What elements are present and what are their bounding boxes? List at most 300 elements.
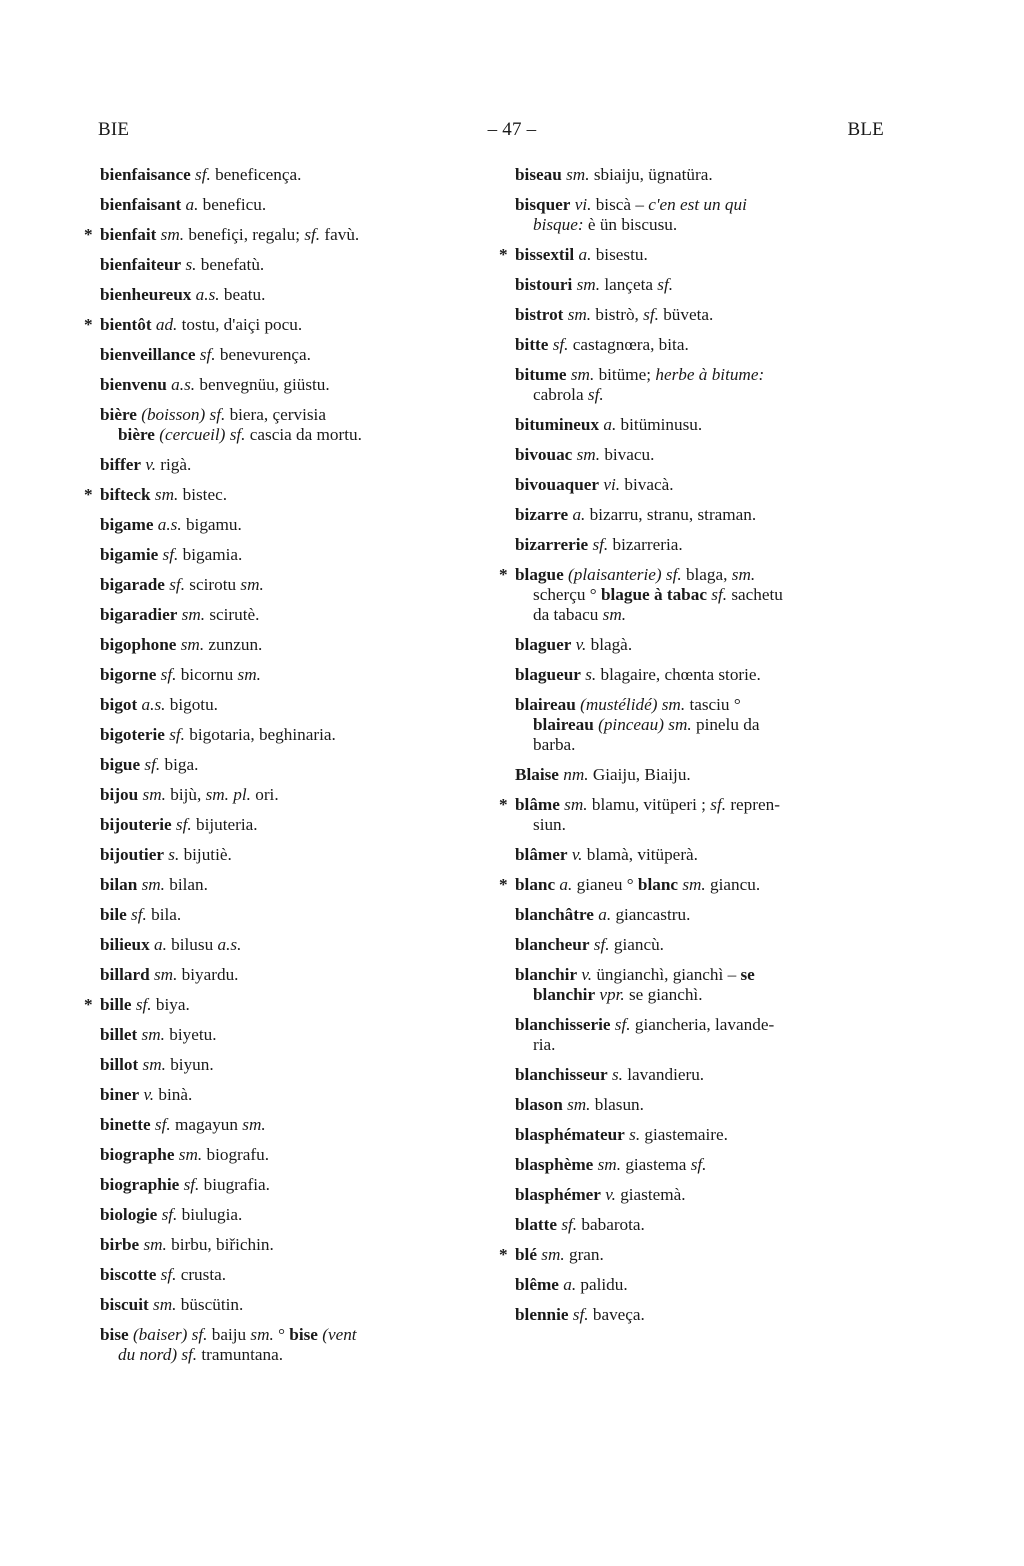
headword: bitte (515, 335, 549, 354)
italic-note: (vent (317, 1325, 357, 1344)
entry-line (100, 165, 301, 184)
headword: bienvenu (100, 375, 167, 394)
entry-line (100, 255, 264, 274)
grammar-label: sm. (657, 695, 686, 714)
translation: bilusu (166, 935, 218, 954)
translation: zunzun. (204, 635, 263, 654)
entry-line (100, 1085, 192, 1104)
entry-line (515, 365, 764, 384)
entry-line (515, 1015, 774, 1034)
dictionary-entry (100, 1145, 472, 1165)
grammar-label: sf. (195, 345, 216, 364)
translation: birbu, biřichin. (166, 1235, 274, 1254)
entry-line (515, 1305, 645, 1324)
grammar-label: sf. (164, 575, 185, 594)
entry-continuation-line (515, 385, 887, 405)
grammar-label: sm. (148, 1295, 177, 1314)
translation: gran. (564, 1245, 604, 1264)
entry-line (100, 225, 359, 244)
dictionary-entry (100, 455, 472, 475)
grammar-label: sm. (678, 875, 706, 894)
headword: bisquer (515, 195, 571, 214)
grammar-label: sf. (661, 565, 682, 584)
entry-line (100, 1205, 242, 1224)
asterisk-marker-icon: * (84, 225, 93, 244)
entry-line (100, 965, 238, 984)
grammar-label: sf. (557, 1215, 578, 1234)
headword: binette (100, 1115, 151, 1134)
translation: giastemà. (615, 1185, 686, 1204)
entry-line (100, 545, 242, 564)
grammar-label: sf. (179, 1175, 200, 1194)
translation: giancastru. (611, 905, 691, 924)
dictionary-entry (515, 505, 887, 525)
entry-line (515, 635, 632, 654)
dictionary-entry (515, 765, 887, 785)
translation: baveça. (588, 1305, 645, 1324)
italic-note: (cercueil) (154, 425, 226, 444)
italic-note: (boisson) (136, 405, 206, 424)
translation: rigà. (156, 455, 192, 474)
dictionary-entry (515, 935, 887, 955)
grammar-label: sf. (177, 1345, 198, 1364)
dictionary-entry (100, 1055, 472, 1075)
translation: giancheria, lavande- (630, 1015, 775, 1034)
entry-line (515, 1125, 728, 1144)
grammar-label: v. (600, 1185, 616, 1204)
headword: blanc (637, 875, 679, 894)
grammar-label: sf. (610, 1015, 631, 1034)
entry-line (515, 1185, 686, 1204)
entry-line (515, 445, 654, 464)
entry-line (515, 1065, 704, 1084)
headword: bijou (100, 785, 139, 804)
entry-line (515, 845, 698, 864)
grammar-label: s. (181, 255, 197, 274)
grammar-label: sm. (536, 1245, 565, 1264)
headword: billot (100, 1055, 139, 1074)
headword: blaireau (533, 715, 594, 734)
grammar-label: a. (149, 935, 167, 954)
entry-line (100, 1235, 274, 1254)
entry-line (515, 245, 648, 264)
translation: barba. (533, 735, 576, 754)
dictionary-entry (499, 795, 887, 835)
grammar-label: sf. (190, 165, 211, 184)
translation: siun. (533, 815, 566, 834)
grammar-label: s. (607, 1065, 623, 1084)
grammar-label: sf. (710, 795, 727, 814)
headword: bigot (100, 695, 138, 714)
dictionary-entry (515, 845, 887, 865)
headword: biscuit (100, 1295, 149, 1314)
translation: bigamia. (178, 545, 243, 564)
grammar-label: sm. (242, 1115, 266, 1134)
translation: blaga, (681, 565, 732, 584)
headword: bienfait (100, 225, 157, 244)
asterisk-marker-icon: * (84, 315, 93, 334)
headword: bilieux (100, 935, 150, 954)
grammar-label: a. (593, 905, 612, 924)
grammar-label: sm. (150, 485, 179, 504)
translation: büscütin. (176, 1295, 244, 1314)
translation: bila. (146, 905, 182, 924)
entry-line (100, 1265, 226, 1284)
translation: beneficença. (210, 165, 302, 184)
translation: biulugia. (177, 1205, 243, 1224)
dictionary-entry (100, 345, 472, 365)
dictionary-entry (100, 1025, 472, 1045)
dictionary-entry (84, 315, 472, 335)
entry-line (100, 785, 279, 804)
translation: gianeu ° (572, 875, 638, 894)
grammar-label: vi. (599, 475, 621, 494)
dictionary-entry (100, 1325, 472, 1365)
dictionary-entry (100, 785, 472, 805)
entry-line (515, 795, 780, 814)
entry-line (515, 305, 713, 324)
headword: blagueur (515, 665, 581, 684)
grammar-label: sm. (593, 1155, 622, 1174)
dictionary-entry (100, 1265, 472, 1285)
translation: giancù. (609, 935, 664, 954)
translation: bizarreria. (608, 535, 683, 554)
running-head-right: BLE (847, 119, 884, 140)
grammar-label: sf. (643, 305, 659, 324)
dictionary-entry (84, 225, 472, 245)
translation: cabrola (533, 385, 588, 404)
grammar-label: sf. (690, 1155, 707, 1174)
grammar-label: s. (580, 665, 597, 684)
grammar-label: sm. (137, 1025, 165, 1044)
translation: baiju (207, 1325, 251, 1344)
dictionary-entry (100, 1115, 472, 1135)
dictionary-entry (100, 845, 472, 865)
grammar-label: sf. (205, 405, 226, 424)
headword: bizarrerie (515, 535, 589, 554)
translation: cascia da mortu. (245, 425, 362, 444)
dictionary-entry (515, 475, 887, 495)
entry-line (100, 875, 208, 894)
headword: bijoutier (100, 845, 164, 864)
dictionary-entry (100, 405, 472, 445)
entry-continuation-line (515, 215, 887, 235)
asterisk-marker-icon: * (499, 875, 508, 894)
grammar-label: sf. (588, 535, 609, 554)
translation: palidu. (576, 1275, 628, 1294)
entry-line (100, 1055, 214, 1074)
entry-line (100, 695, 218, 714)
grammar-label: sf. (156, 1265, 177, 1284)
running-head-left: BIE (98, 119, 130, 140)
headword: bitumineux (515, 415, 600, 434)
grammar-label: sm. (240, 575, 264, 594)
headword: bivouac (515, 445, 573, 464)
translation: ori. (250, 785, 279, 804)
grammar-label: sf. (225, 425, 246, 444)
translation: biscà – (591, 195, 649, 214)
translation: lavandieru. (622, 1065, 705, 1084)
entry-continuation-line (515, 1035, 887, 1055)
headword: bifteck (100, 485, 151, 504)
translation: blasun. (590, 1095, 644, 1114)
headword: blanchâtre (515, 905, 594, 924)
translation: bigotu. (165, 695, 218, 714)
headword: blanchir (515, 965, 578, 984)
entry-continuation-line (515, 815, 887, 835)
dictionary-entry (515, 1015, 887, 1055)
headword: bienfaiteur (100, 255, 182, 274)
translation: crusta. (176, 1265, 227, 1284)
dictionary-entry (100, 695, 472, 715)
entry-line (100, 195, 266, 214)
italic-note: (mustélidé) (575, 695, 658, 714)
italic-note: (pinceau) (593, 715, 664, 734)
translation: tasciu ° (685, 695, 741, 714)
entry-line (515, 165, 713, 184)
translation: giastemaire. (640, 1125, 728, 1144)
dictionary-entry (499, 875, 887, 895)
grammar-label: sm. (149, 965, 178, 984)
grammar-label: v. (571, 635, 587, 654)
entry-line (100, 455, 191, 474)
entry-line (100, 405, 326, 424)
entry-line (100, 755, 198, 774)
dictionary-entry (515, 665, 887, 685)
dictionary-entry (515, 1095, 887, 1115)
grammar-label: sf. (150, 1115, 171, 1134)
entry-line (100, 1115, 266, 1134)
dictionary-entry (515, 1125, 887, 1145)
headword: blanc (515, 875, 556, 894)
headword: bigoterie (100, 725, 165, 744)
dictionary-entry (515, 305, 887, 325)
headword: biscotte (100, 1265, 157, 1284)
headword: bijouterie (100, 815, 172, 834)
translation: giancu. (705, 875, 761, 894)
entry-line (515, 965, 755, 984)
grammar-label: nm. (558, 765, 589, 784)
entry-line (515, 565, 755, 584)
translation: beatu. (219, 285, 266, 304)
entry-continuation-line (515, 985, 887, 1005)
translation: biya. (151, 995, 190, 1014)
dictionary-entry (515, 1215, 887, 1235)
dictionary-entry (499, 565, 887, 625)
headword: blaireau (515, 695, 576, 714)
grammar-label: sm. (566, 365, 595, 384)
headword: biographie (100, 1175, 180, 1194)
translation: biga. (160, 755, 199, 774)
entry-line (100, 315, 302, 334)
headword: bienfaisance (100, 165, 191, 184)
dictionary-entry (84, 995, 472, 1015)
dictionary-entry (100, 575, 472, 595)
headword: blanchisserie (515, 1015, 611, 1034)
grammar-label: v. (577, 965, 593, 984)
grammar-label: sf. (568, 1305, 589, 1324)
translation: bijutiè. (179, 845, 232, 864)
dictionary-entry (515, 535, 887, 555)
headword: bistrot (515, 305, 564, 324)
translation: beneficu. (198, 195, 267, 214)
headword: bigue (100, 755, 141, 774)
entry-line (515, 695, 741, 714)
translation: bigamu. (181, 515, 242, 534)
headword: biffer (100, 455, 142, 474)
grammar-label: a. (568, 505, 586, 524)
translation: büveta. (658, 305, 714, 324)
grammar-label: sm. (572, 445, 601, 464)
dictionary-entry (100, 545, 472, 565)
grammar-label: sm. (176, 635, 205, 654)
grammar-label: a.s. (217, 935, 242, 954)
headword: blasphème (515, 1155, 594, 1174)
grammar-label: sm. (731, 565, 756, 584)
entry-line (515, 535, 683, 554)
grammar-label: vpr. (595, 985, 625, 1004)
grammar-label: sf. (171, 815, 192, 834)
dictionary-entry (100, 1085, 472, 1105)
translation: binà. (154, 1085, 193, 1104)
entry-line (100, 345, 311, 364)
grammar-label: sm. (561, 165, 590, 184)
headword: blasphémateur (515, 1125, 625, 1144)
dictionary-entry (515, 1305, 887, 1325)
grammar-label: sm. (663, 715, 692, 734)
headword: bise (100, 1325, 129, 1344)
entry-line (100, 375, 330, 394)
entry-line (100, 515, 242, 534)
entry-line (515, 665, 761, 684)
headword: billet (100, 1025, 138, 1044)
headword: billard (100, 965, 150, 984)
grammar-label: a. (574, 245, 592, 264)
grammar-label: sm. (174, 1145, 203, 1164)
translation: se gianchì. (624, 985, 703, 1004)
translation: scirutè. (205, 605, 260, 624)
grammar-label: vi. (570, 195, 592, 214)
translation: da tabacu (533, 605, 603, 624)
translation: bistrò, (591, 305, 644, 324)
headword: bienveillance (100, 345, 196, 364)
grammar-label: sf. (157, 1205, 178, 1224)
dictionary-entry (515, 275, 887, 295)
italic-note: herbe à bitume: (655, 365, 765, 384)
grammar-label: a. (181, 195, 199, 214)
translation: giastema (621, 1155, 691, 1174)
asterisk-marker-icon: * (84, 485, 93, 504)
dictionary-entry (100, 755, 472, 775)
grammar-label: sm. (156, 225, 185, 244)
grammar-label: a.s. (191, 285, 220, 304)
translation: blagà. (586, 635, 633, 654)
entry-line (515, 1245, 604, 1264)
translation: scherçu ° (533, 585, 601, 604)
entry-line (515, 475, 674, 494)
translation: blagaire, chœnta storie. (596, 665, 761, 684)
translation: bisestu. (591, 245, 648, 264)
grammar-label: sm. (237, 665, 261, 684)
entry-continuation-line (515, 715, 887, 735)
headword: bigamie (100, 545, 159, 564)
headword: bizarre (515, 505, 569, 524)
page-number: – 47 – (487, 119, 537, 140)
translation: ria. (533, 1035, 556, 1054)
grammar-label: sf. (548, 335, 569, 354)
headword: bigaradier (100, 605, 178, 624)
translation: biugrafia. (199, 1175, 270, 1194)
headword: bille (100, 995, 132, 1014)
asterisk-marker-icon: * (499, 565, 508, 584)
entry-line (100, 1175, 270, 1194)
dictionary-entry (100, 605, 472, 625)
entry-line (100, 285, 265, 304)
grammar-label: a. (599, 415, 617, 434)
grammar-label: sm. (139, 1235, 167, 1254)
grammar-label: sm. (138, 1055, 166, 1074)
dictionary-entry (100, 255, 472, 275)
translation: biyun. (165, 1055, 214, 1074)
entry-line (515, 1215, 645, 1234)
headword: blason (515, 1095, 563, 1114)
grammar-label: a.s. (137, 695, 166, 714)
grammar-label: s. (163, 845, 180, 864)
translation: bistec. (178, 485, 227, 504)
translation: benvegnüu, giüstu. (195, 375, 330, 394)
headword: blâme (515, 795, 560, 814)
entry-line (515, 335, 689, 354)
dictionary-entry (515, 1275, 887, 1295)
entry-line (515, 905, 690, 924)
headword: blague à tabac (600, 585, 707, 604)
entry-line (100, 1145, 269, 1164)
translation: bivacu. (600, 445, 655, 464)
translation: biyetu. (164, 1025, 217, 1044)
grammar-label: a.s. (153, 515, 182, 534)
headword: blancheur (515, 935, 590, 954)
grammar-label: sf. (156, 665, 177, 684)
headword: birbe (100, 1235, 140, 1254)
entry-line (515, 1275, 628, 1294)
entry-continuation-line (515, 735, 887, 755)
italic-note: (plaisanterie) (563, 565, 662, 584)
headword: blême (515, 1275, 559, 1294)
dictionary-entry (100, 635, 472, 655)
headword: biologie (100, 1205, 158, 1224)
grammar-label: s. (624, 1125, 641, 1144)
headword: bise (289, 1325, 318, 1344)
translation: biera, çervisia (225, 405, 326, 424)
dictionary-entry (84, 485, 472, 505)
headword: biner (100, 1085, 140, 1104)
translation: blamu, vitüperi ; (587, 795, 711, 814)
entry-line (100, 815, 258, 834)
grammar-label: a. (555, 875, 573, 894)
italic-note: (baiser) (128, 1325, 188, 1344)
grammar-label: v. (567, 845, 583, 864)
dictionary-entry (515, 195, 887, 235)
headword: blâmer (515, 845, 568, 864)
dictionary-entry (515, 635, 887, 655)
entry-continuation-line (515, 605, 887, 625)
translation: ° (273, 1325, 290, 1344)
grammar-label: sf. (164, 725, 185, 744)
grammar-label: sf. (706, 585, 728, 604)
translation: è ün biscusu. (583, 215, 678, 234)
translation: Giaiju, Biaiju. (588, 765, 691, 784)
dictionary-entry (100, 515, 472, 535)
